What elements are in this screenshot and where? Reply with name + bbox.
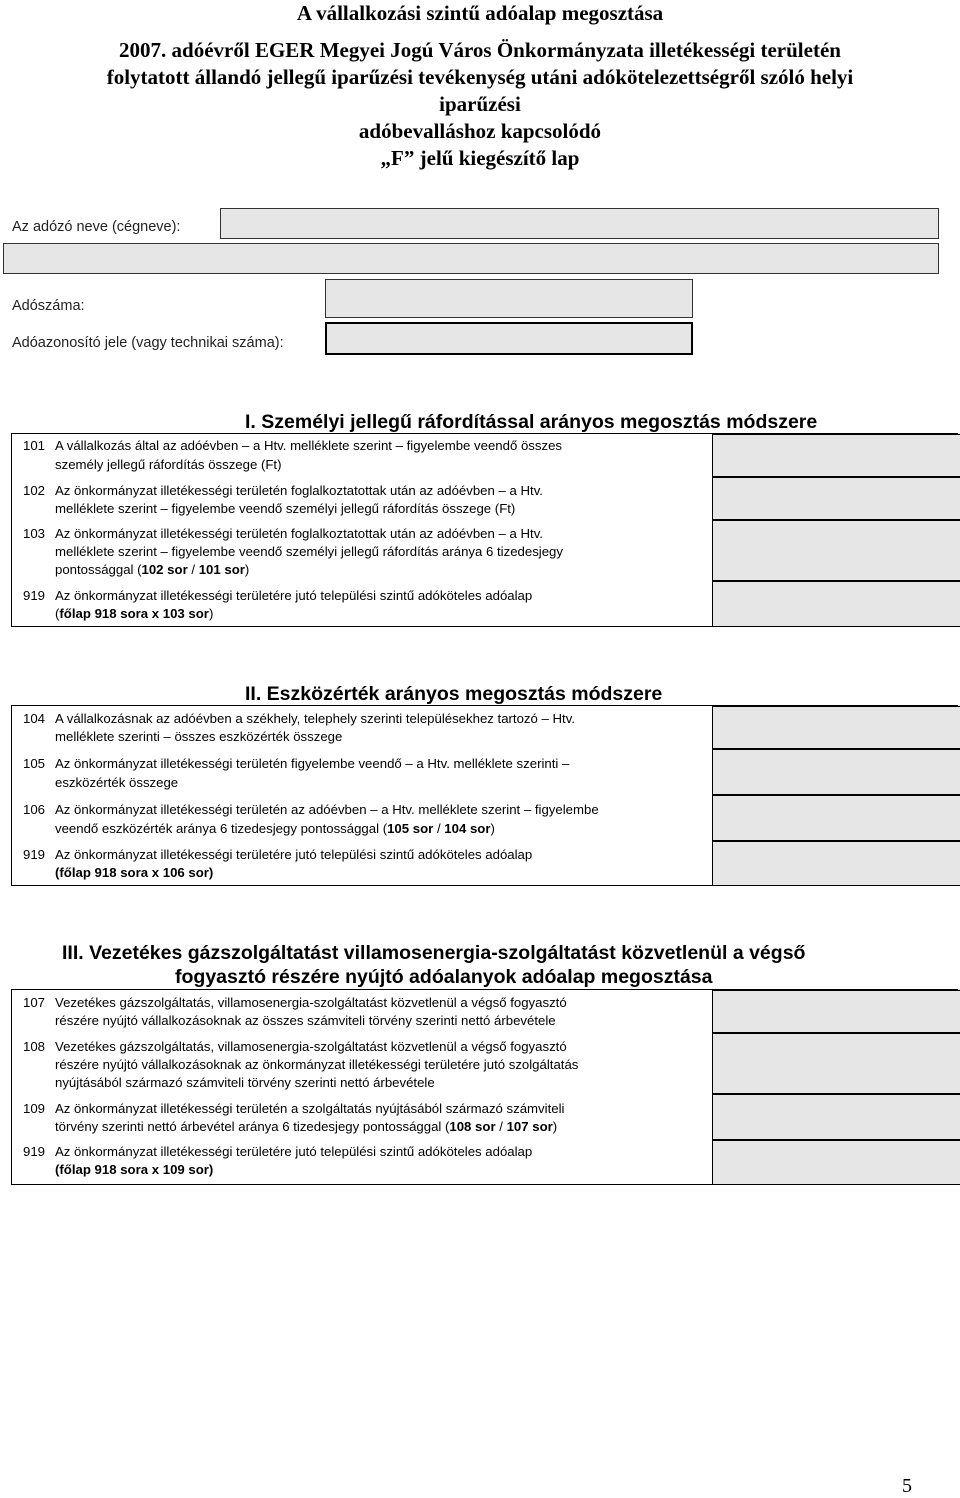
table-row: [12, 434, 957, 477]
value-cell-107[interactable]: [712, 990, 960, 1033]
value-cell-109[interactable]: [712, 1094, 960, 1140]
row-text: melléklete szerint – figyelembe veendő személyi jellegű ráfordítás aránya 6 tizedesjegy: [55, 544, 563, 559]
title-line-4: iparűzési: [439, 92, 521, 116]
row-number: 109: [23, 1101, 46, 1116]
table-row: [12, 841, 957, 886]
value-cell-919-c[interactable]: [712, 1140, 960, 1185]
row-text: Az önkormányzat illetékességi területén foglalkoztatottak után az adóévben – a Htv.: [55, 526, 543, 541]
row-number: 104: [23, 711, 46, 726]
section-2-table: [11, 705, 958, 886]
value-cell-104[interactable]: [712, 706, 960, 749]
value-cell-106[interactable]: [712, 795, 960, 841]
title-line-3: folytatott állandó jellegű iparűzési tevékenység utáni adókötelezettségről szóló helyi: [106, 65, 854, 89]
row-number: 919: [23, 1144, 46, 1159]
table-row: [12, 706, 957, 749]
row-text: melléklete szerinti – összes eszközérték összege: [55, 729, 343, 744]
row-text: Az önkormányzat illetékességi területén figyelembe veendő – a Htv. melléklete szerinti –: [55, 756, 570, 771]
value-cell-919-b[interactable]: [712, 841, 960, 886]
table-row: [12, 1094, 957, 1140]
value-cell-103[interactable]: [712, 520, 960, 581]
row-text: (főlap 918 sora x 103 sor): [55, 606, 214, 621]
row-text: nyújtásából származó számviteli törvény szerinti nettó árbevétele: [55, 1075, 435, 1090]
section-1-table: [11, 433, 958, 627]
row-text: Az önkormányzat illetékességi területére jutó települési szintű adóköteles adóalap: [55, 588, 533, 603]
table-row: [12, 749, 957, 795]
row-number: 107: [23, 995, 46, 1010]
title-line-2: 2007. adóévről EGER Megyei Jogú Város Önkormányzata illetékességi területén: [119, 38, 841, 62]
table-row: [12, 795, 957, 841]
row-text: Az önkormányzat illetékességi területén a szolgáltatás nyújtásából származó számviteli: [55, 1101, 565, 1116]
row-text: pontossággal (102 sor / 101 sor): [55, 562, 250, 577]
row-text: (főlap 918 sora x 109 sor): [55, 1162, 214, 1177]
row-text: törvény szerinti nettó árbevétel aránya 6 tizedesjegy pontossággal (108 sor / 107 sor): [55, 1119, 558, 1134]
taxnumber-field[interactable]: [325, 279, 693, 318]
taxpayer-name-field[interactable]: [220, 208, 939, 239]
section-3-title-line-2: fogyasztó részére nyújtó adóalanyok adóalap megosztása: [175, 966, 713, 988]
section-3-title-line-1: III. Vezetékes gázszolgáltatást villamosenergia-szolgáltatást közvetlenül a végső: [62, 942, 806, 964]
row-number: 102: [23, 483, 46, 498]
row-text: részére nyújtó vállalkozásoknak az önkormányzat illetékességi területére jutó szolgáltatás: [55, 1057, 579, 1072]
table-row: [12, 581, 957, 627]
taxpayer-name-field-2[interactable]: [3, 243, 939, 274]
table-row: [12, 1140, 957, 1185]
taxid-label: Adóazonosító jele (vagy technikai száma):: [12, 335, 284, 351]
value-cell-108[interactable]: [712, 1033, 960, 1094]
row-number: 103: [23, 526, 46, 541]
row-text: Az önkormányzat illetékességi területére jutó települési szintű adóköteles adóalap: [55, 1144, 533, 1159]
value-cell-919-a[interactable]: [712, 581, 960, 627]
row-text: Az önkormányzat illetékességi területén az adóévben – a Htv. melléklete szerint – figyelembe: [55, 802, 599, 817]
row-number: 106: [23, 802, 46, 817]
taxnumber-label: Adószáma:: [12, 298, 85, 314]
title-line-1: A vállalkozási szintű adóalap megosztása: [296, 1, 664, 25]
row-text: eszközérték összege: [55, 775, 179, 790]
row-text: (főlap 918 sora x 106 sor): [55, 865, 214, 880]
value-cell-101[interactable]: [712, 434, 960, 477]
row-text: Vezetékes gázszolgáltatás, villamosenergia-szolgáltatást közvetlenül a végső fogyasztó: [55, 1039, 567, 1054]
row-number: 101: [23, 438, 46, 453]
row-text: Az önkormányzat illetékességi területén foglalkoztatottak után az adóévben – a Htv.: [55, 483, 543, 498]
row-text: Az önkormányzat illetékességi területére jutó települési szintű adóköteles adóalap: [55, 847, 533, 862]
row-text: személy jellegű ráfordítás összege (Ft): [55, 457, 282, 472]
table-row: [12, 477, 957, 520]
page-number: 5: [902, 1475, 912, 1497]
row-text: részére nyújtó vállalkozásoknak az összes számviteli törvény szerinti nettó árbevétele: [55, 1013, 556, 1028]
section-3-table: [11, 989, 958, 1185]
title-line-5: adóbevalláshoz kapcsolódó: [358, 119, 602, 143]
table-row: [12, 990, 957, 1033]
taxid-field[interactable]: [325, 322, 693, 355]
row-text: melléklete szerint – figyelembe veendő személyi jellegű ráfordítás összege (Ft): [55, 501, 516, 516]
row-number: 919: [23, 588, 46, 603]
value-cell-102[interactable]: [712, 477, 960, 520]
value-cell-105[interactable]: [712, 749, 960, 795]
row-text: A vállalkozásnak az adóévben a székhely, telephely szerinti településekhez tartozó – Htv.: [55, 711, 575, 726]
row-number: 919: [23, 847, 46, 862]
row-text: Vezetékes gázszolgáltatás, villamosenergia-szolgáltatást közvetlenül a végső fogyasztó: [55, 995, 567, 1010]
row-text: A vállalkozás által az adóévben – a Htv. melléklete szerint – figyelembe veendő összes: [55, 438, 563, 453]
row-number: 108: [23, 1039, 46, 1054]
row-text: veendő eszközérték aránya 6 tizedesjegy pontossággal (105 sor / 104 sor): [55, 821, 495, 836]
section-2-title: II. Eszközérték arányos megosztás módszere: [245, 683, 663, 705]
table-row: [12, 1033, 957, 1094]
section-1-title: I. Személyi jellegű ráfordítással arányos megosztás módszere: [245, 411, 818, 433]
table-row: [12, 520, 957, 581]
row-number: 105: [23, 756, 46, 771]
title-line-6: „F” jelű kiegészítő lap: [380, 146, 580, 170]
taxpayer-name-label: Az adózó neve (cégneve):: [12, 219, 181, 235]
